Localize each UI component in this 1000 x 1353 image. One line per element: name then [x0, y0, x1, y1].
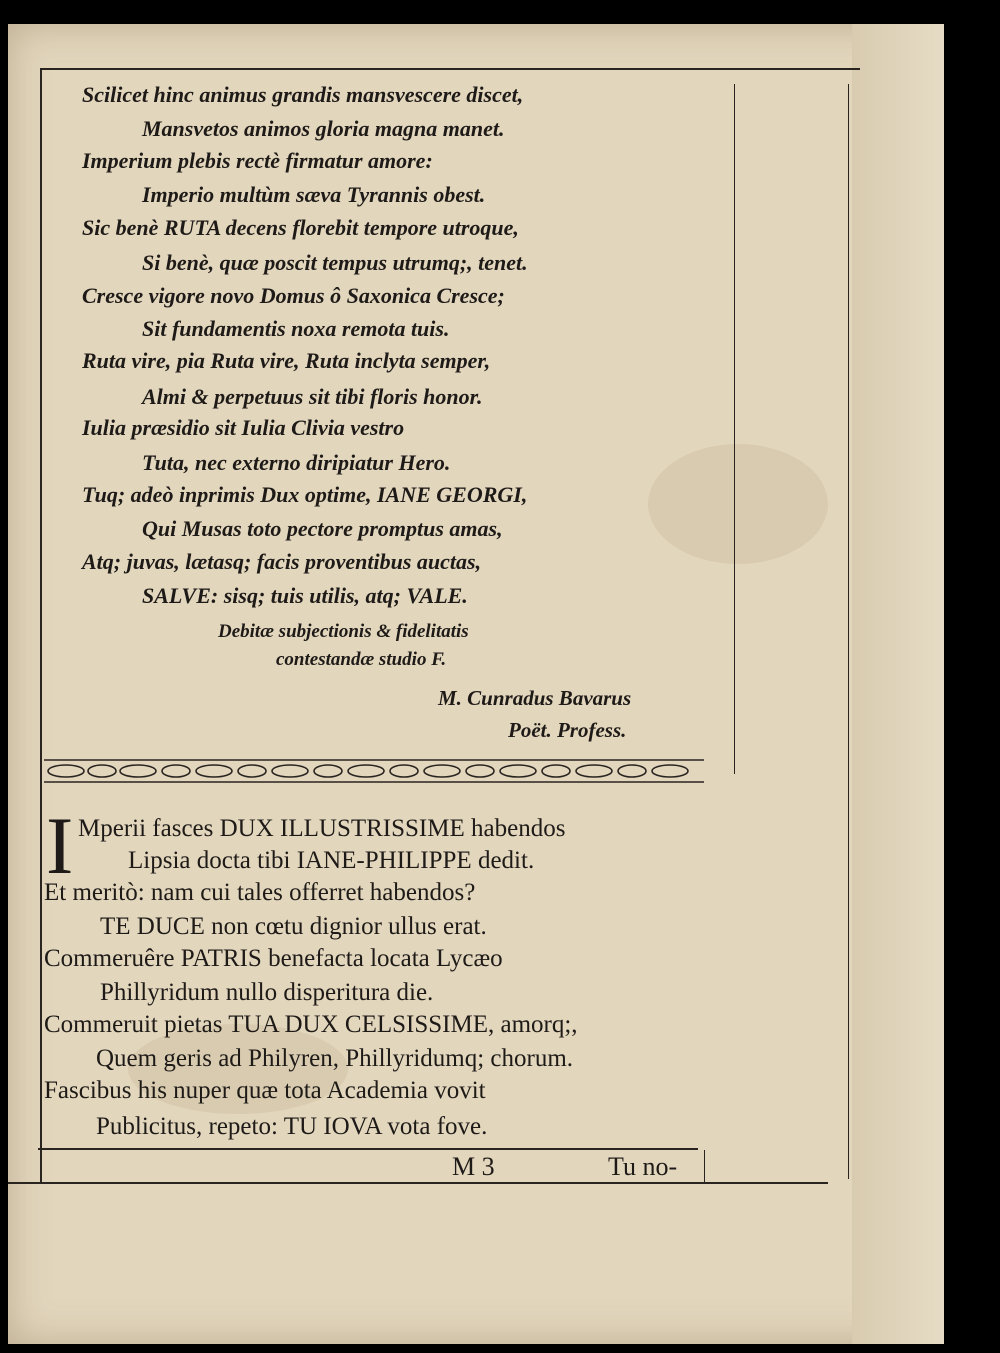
poem-line: Commeruêre PATRIS benefacta locata Lycæo: [44, 945, 503, 972]
poem-line: Imperium plebis rectè firmatur amore:: [82, 148, 433, 173]
poem-line: TE DUCE non cœtu dignior ullus erat.: [100, 913, 487, 940]
author-title: Poët. Profess.: [508, 718, 627, 742]
drop-cap: I: [46, 800, 74, 891]
poem-line: Almi & perpetuus sit tibi floris honor.: [142, 384, 483, 409]
poem-line: Sit fundamentis noxa remota tuis.: [142, 316, 450, 341]
poem-line: Lipsia docta tibi IANE-PHILIPPE dedit.: [128, 847, 535, 874]
poem-line: Mperii fasces DUX ILLUSTRISSIME habendos: [78, 815, 566, 842]
author-name: M. Cunradus Bavarus: [438, 686, 632, 710]
poem-line: Iulia præsidio sit Iulia Clivia vestro: [82, 415, 405, 440]
poem-line: Publicitus, repeto: TU IOVA vota fove.: [96, 1113, 488, 1140]
ornament-band-icon: [44, 758, 704, 784]
poem-line: Sic benè RUTA decens florebit tempore utroque,: [82, 215, 519, 240]
poem-line: Si benè, quæ poscit tempus utrumq;, tenet.: [142, 250, 528, 275]
poem-line: Qui Musas toto pectore promptus amas,: [142, 516, 503, 541]
poem-line: Cresce vigore novo Domus ô Saxonica Cresce;: [82, 283, 505, 308]
poem-line: Tuq; adeò inprimis Dux optime, IANE GEORGI,: [82, 482, 528, 507]
poem-line: Tuta, nec externo diripiatur Hero.: [142, 450, 451, 475]
poem-line: Ruta vire, pia Ruta vire, Ruta inclyta semper,: [82, 348, 491, 373]
poem-line: Imperio multùm sæva Tyrannis obest.: [142, 182, 486, 207]
book-page: [8, 24, 944, 1344]
poem-line: SALVE: sisq; tuis utilis, atq; VALE.: [142, 583, 468, 608]
poem-line: Scilicet hinc animus grandis mansvescere discet,: [82, 82, 524, 107]
poem-line: Et meritò: nam cui tales offerret habendos?: [44, 879, 476, 906]
poem-line: Commeruit pietas TUA DUX CELSISSIME, amorq;,: [44, 1011, 578, 1038]
poem-line: Quem geris ad Philyren, Phillyridumq; chorum.: [96, 1045, 574, 1072]
signature-mark: M 3: [452, 1152, 495, 1181]
poem-line: Fascibus his nuper quæ tota Academia vovit: [44, 1077, 486, 1104]
poem-line: Atq; juvas, lætasq; facis proventibus auctas,: [82, 549, 482, 574]
poem-line: Phillyridum nullo disperitura die.: [100, 979, 434, 1006]
catchword: Tu no-: [608, 1152, 678, 1181]
poem-line: Mansvetos animos gloria magna manet.: [142, 116, 505, 141]
dedication-line: Debitæ subjectionis & fidelitatis: [218, 621, 469, 642]
dedication-line: contestandæ studio F.: [276, 649, 447, 670]
